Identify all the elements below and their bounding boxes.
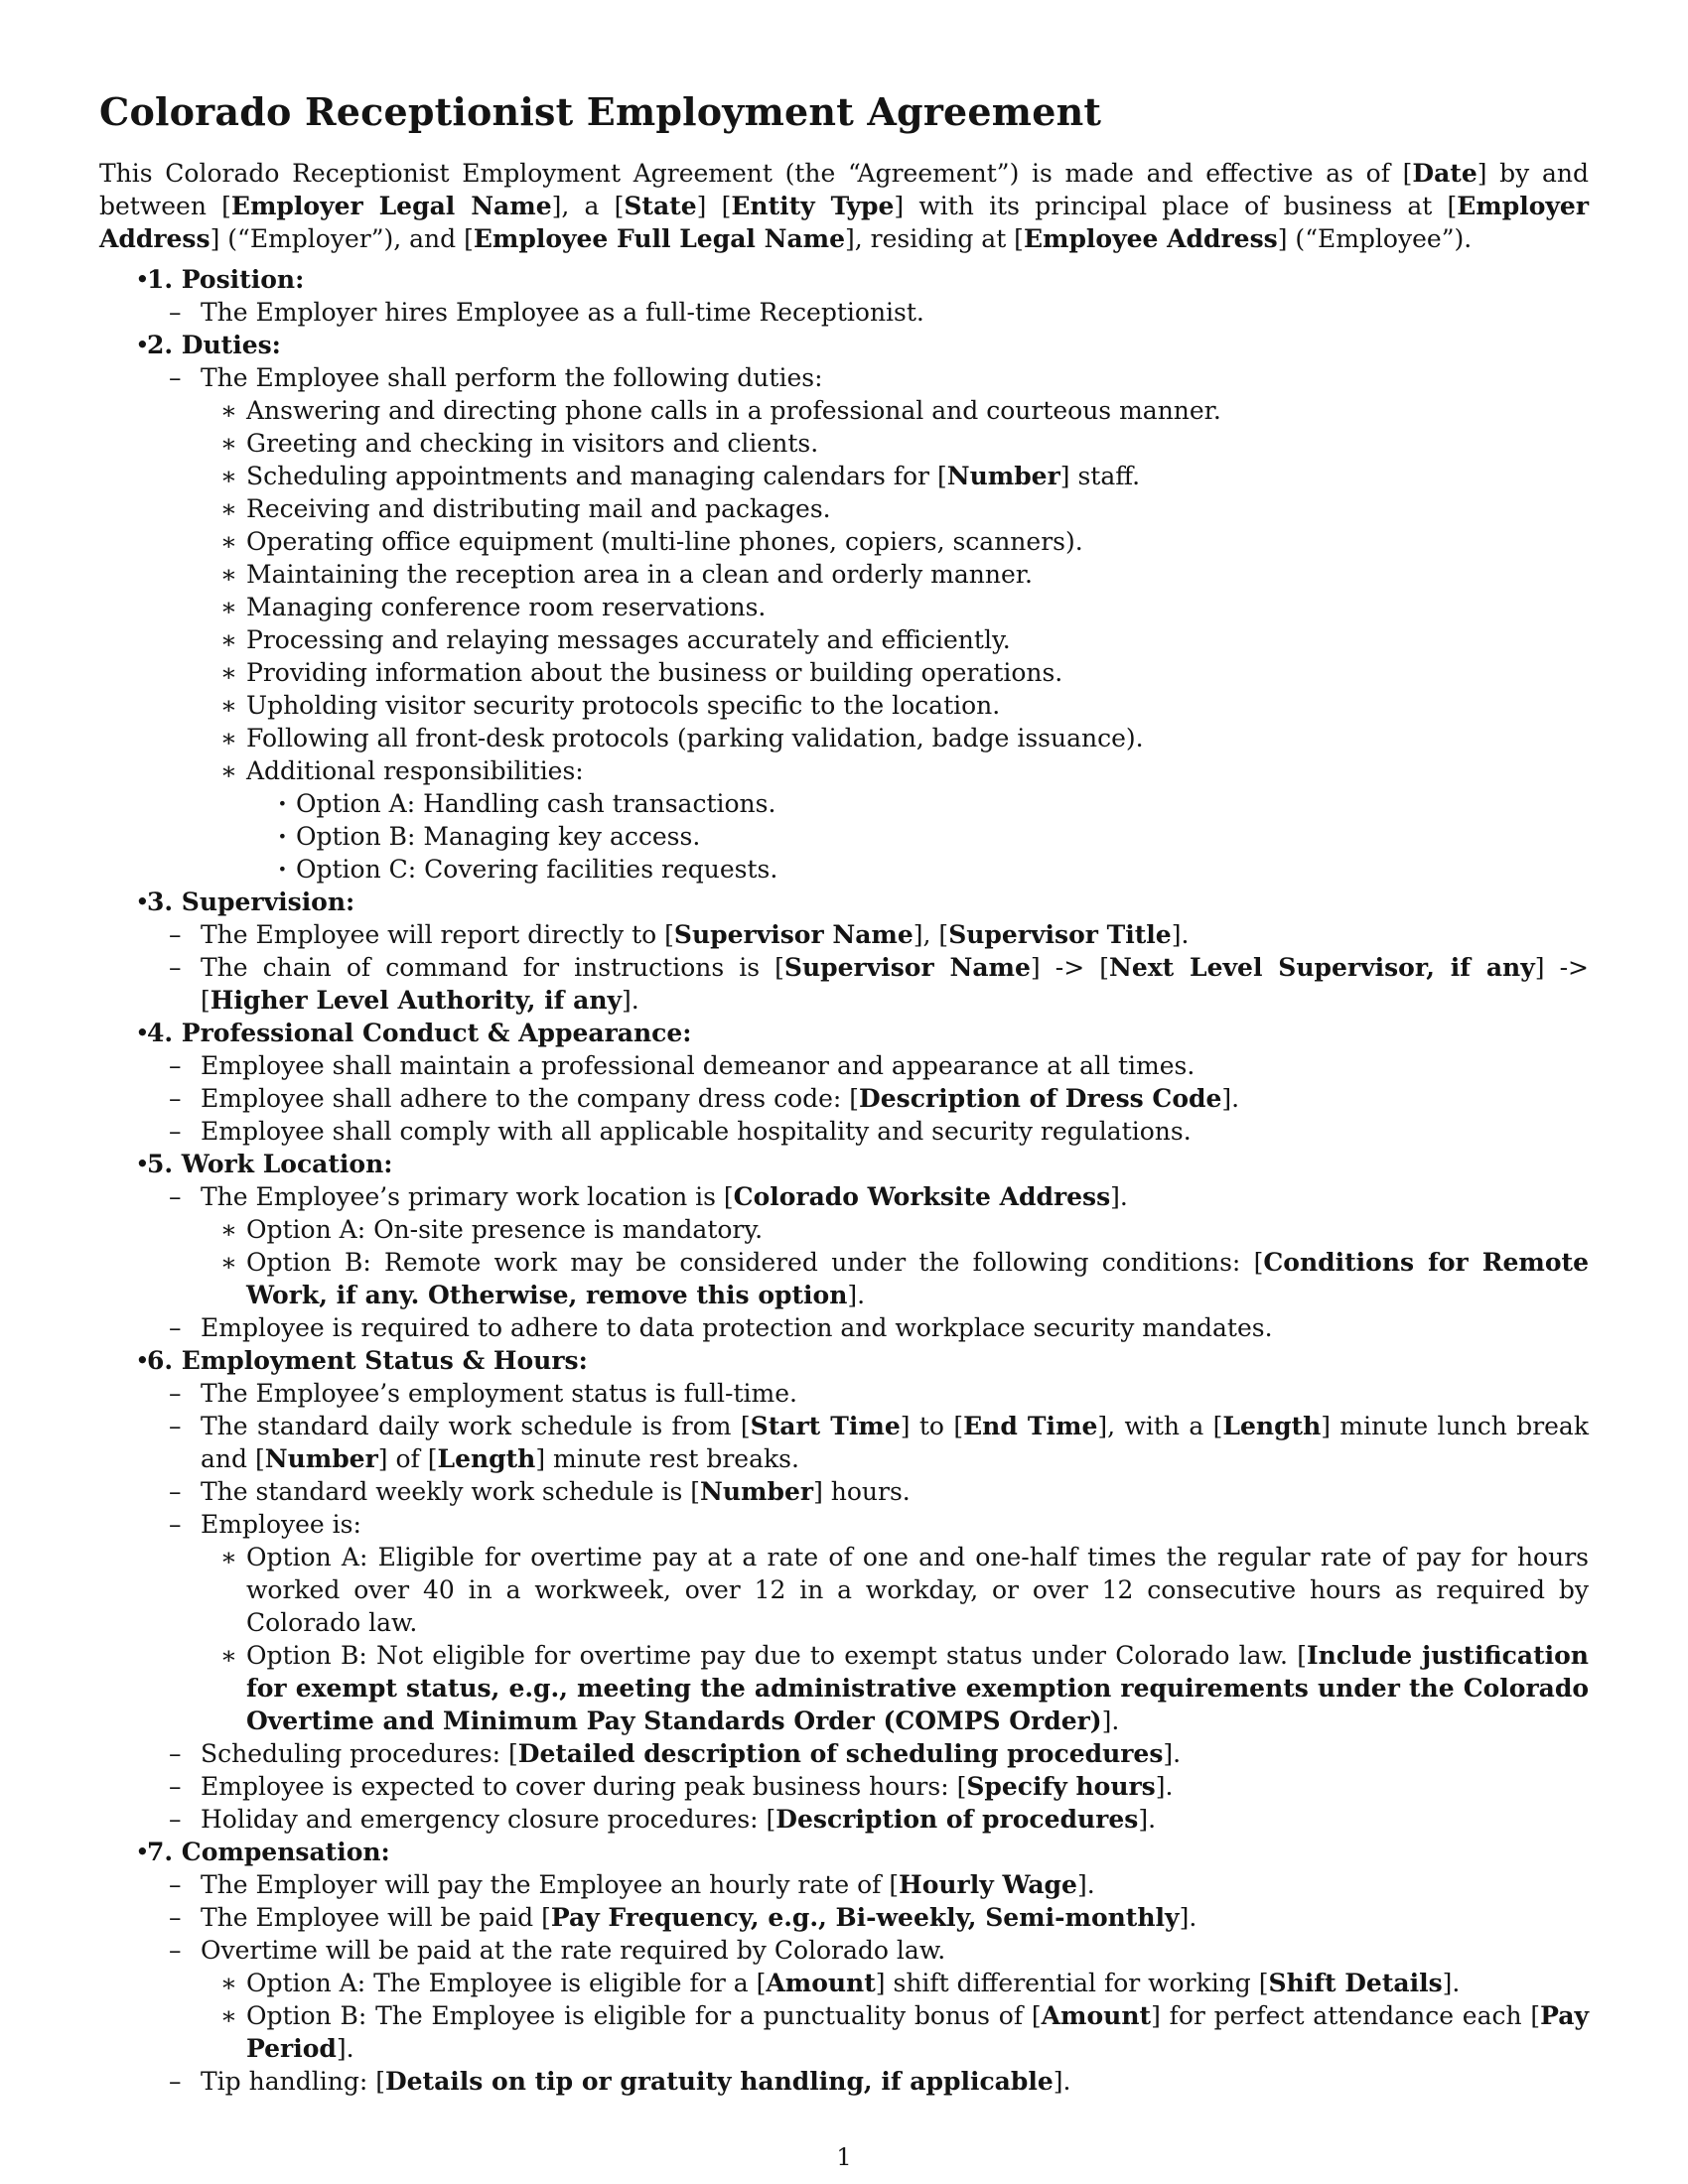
option-item: ∗ Option A: The Employee is eligible for a [Amount] shift differential for working [Shift Details]. [220, 1967, 1589, 1999]
placeholder-entity-type: Entity Type [731, 192, 895, 220]
list-item: – The chain of command for instructions is [Supervisor Name] -> [Next Level Supervisor, if any] -> [Higher Level Authority, if any]. [169, 951, 1589, 1017]
sections-list [99, 263, 1589, 2098]
option-item: ∗ Option B: The Employee is eligible for a punctuality bonus of [Amount] for perfect attendance each [Pay Period]. [220, 1999, 1589, 2065]
section-duties [99, 329, 1589, 886]
duty-item: ∗ Operating office equipment (multi-line phones, copiers, scanners). [220, 525, 1589, 558]
list-item: – The Employer will pay the Employee an hourly rate of [Hourly Wage]. [169, 1868, 1589, 1901]
section-title: 7. Compensation: [147, 1838, 390, 1866]
section-title: 4. Professional Conduct & Appearance: [147, 1019, 692, 1047]
list-item: – The Employee’s employment status is full-time. [169, 1377, 1589, 1410]
section-compensation [99, 1836, 1589, 2098]
section-title: 5. Work Location: [147, 1150, 393, 1178]
duty-item: ∗ Providing information about the business or building operations. [220, 656, 1589, 689]
section-employment-status [99, 1344, 1589, 1836]
duty-item: ∗ Upholding visitor security protocols specific to the location. [220, 689, 1589, 722]
list-item: – The Employee’s primary work location is [Colorado Worksite Address]. ∗ Option A: On-site presence is mandatory. ∗ Option B: Remote work may be considered under the following conditions: [Conditions for Remote Work, if any. Otherwise, remove this option]. [169, 1180, 1589, 1311]
section-title: 6. Employment Status & Hours: [147, 1346, 588, 1375]
placeholder-employer-address: Employer Address [99, 192, 1590, 253]
intro-paragraph: This Colorado Receptionist Employment Agreement (the “Agreement”) is made and effective as of [Date] by and between [Employer Legal Name], a [State] [Entity Type] with its principal place of business at [Employer Address] (“Employer”), and [Employee Full Legal Name], residing at [Employee Address] (“Employee”). [99, 159, 1590, 253]
duty-item: ∗ Maintaining the reception area in a clean and orderly manner. [220, 558, 1589, 591]
list-item: – The Employee will report directly to [Supervisor Name], [Supervisor Title]. [169, 918, 1589, 951]
section-supervision [99, 886, 1589, 1017]
section-conduct [99, 1017, 1589, 1148]
list-item: – Overtime will be paid at the rate required by Colorado law. ∗ Option A: The Employee is eligible for a [Amount] shift differential for working [Shift Details]. ∗ Option B: The Employee is eligible for a punctuality bonus of [Amount] for perfect attendance each [Pay Period]. [169, 1934, 1589, 2065]
placeholder-date: Date [1412, 159, 1477, 188]
placeholder-employee-address: Employee Address [1023, 224, 1278, 253]
option-item: ∗ Option A: On-site presence is mandatory. [220, 1213, 1589, 1246]
list-item: – Employee shall maintain a professional demeanor and appearance at all times. [169, 1049, 1589, 1082]
duty-item: ∗ Processing and relaying messages accurately and efficiently. [220, 623, 1589, 656]
page-number: 1 [836, 2143, 852, 2171]
section-title: 1. Position: [147, 265, 305, 294]
placeholder-state: State [624, 192, 697, 220]
list-item: – Tip handling: [Details on tip or gratuity handling, if applicable]. [169, 2065, 1589, 2098]
duty-item: ∗ Scheduling appointments and managing calendars for [Number] staff. [220, 460, 1589, 492]
option-item: ∗ Option B: Not eligible for overtime pay due to exempt status under Colorado law. [Include justification for exempt status, e.g., meeting the administrative exemption requirements under the Colorado Overtime and Minimum Pay Standards Order (COMPS Order)]. [220, 1639, 1589, 1737]
placeholder-employer-name: Employer Legal Name [230, 192, 552, 220]
duty-item: ∗ Answering and directing phone calls in a professional and courteous manner. [220, 394, 1589, 427]
option-item: ∗ Option A: Eligible for overtime pay at a rate of one and one-half times the regular rate of pay for hours worked over 40 in a workweek, over 12 in a workday, or over 12 consecutive hours as required by Colorado law. [220, 1541, 1589, 1639]
option-item: ∗ Option B: Remote work may be considered under the following conditions: [Conditions for Remote Work, if any. Otherwise, remove this option]. [220, 1246, 1589, 1311]
list-item: – Scheduling procedures: [Detailed description of scheduling procedures]. [169, 1737, 1589, 1770]
list-item: – Employee shall comply with all applicable hospitality and security regulations. [169, 1115, 1589, 1148]
list-item: – Employee is: ∗ Option A: Eligible for overtime pay at a rate of one and one-half times the regular rate of pay for hours worked over 40 in a workweek, over 12 in a workday, or over 12 consecutive hours as required by Colorado law. ∗ Option B: Not eligible for overtime pay due to exempt status under Colorado law. [Include justification for exempt status, e.g., meeting the administrative exemption requirements under the Colorado Overtime and Minimum Pay Standards Order (COMPS Order)]. [169, 1508, 1589, 1737]
list-item: – Employee shall adhere to the company dress code: [Description of Dress Code]. [169, 1082, 1589, 1115]
list-item: – The Employee shall perform the following duties: ∗ Answering and directing phone calls in a professional and courteous manner. ∗ Greeting and checking in visitors and clients. ∗ Scheduling appointments and managing calendars for [Number] staff. ∗ Receiving and distributing mail and packages. ∗ Operating office equipment (multi-line phones, copiers, scanners). ∗ Maintaining the reception area in a clean and orderly manner. ∗ Managing conference room reservations. ∗ Processing and relaying messages accurately and efficiently. ∗ Providing information about the business or building operations. ∗ Upholding visitor security protocols specific to the location. ∗ Following all front-desk protocols (parking validation, badge issuance). ∗ Additional responsibilities: · Option A: Handling cash transactions. · Option B: Managing key access. · Option C: Covering facilities requests. [169, 361, 1589, 886]
section-title: 2. Duties: [147, 331, 281, 359]
list-item: – The standard daily work schedule is from [Start Time] to [End Time], with a [Length] minute lunch break and [Number] of [Length] minute rest breaks. [169, 1410, 1589, 1475]
duty-item: ∗ Following all front-desk protocols (parking validation, badge issuance). [220, 722, 1589, 754]
list-item: – Employee is required to adhere to data protection and workplace security mandates. [169, 1311, 1589, 1344]
duty-item: ∗ Greeting and checking in visitors and clients. [220, 427, 1589, 460]
duty-item: ∗ Receiving and distributing mail and packages. [220, 492, 1589, 525]
document-page [99, 87, 1589, 2098]
option-item: · Option C: Covering facilities requests. [268, 853, 1589, 886]
document-title: Colorado Receptionist Employment Agreement [99, 89, 1102, 134]
option-item: · Option A: Handling cash transactions. [268, 787, 1589, 820]
section-title: 3. Supervision: [147, 887, 355, 916]
section-position [99, 263, 1589, 329]
list-item: – The Employer hires Employee as a full-time Receptionist. [169, 296, 1589, 329]
duty-item: ∗ Additional responsibilities: · Option A: Handling cash transactions. · Option B: Managing key access. · Option C: Covering facilities requests. [220, 754, 1589, 886]
placeholder-employee-name: Employee Full Legal Name [473, 224, 846, 253]
option-item: · Option B: Managing key access. [268, 820, 1589, 853]
list-item: – Employee is expected to cover during peak business hours: [Specify hours]. [169, 1770, 1589, 1803]
section-work-location [99, 1148, 1589, 1344]
list-item: – The standard weekly work schedule is [Number] hours. [169, 1475, 1589, 1508]
list-item: – The Employee will be paid [Pay Frequency, e.g., Bi-weekly, Semi-monthly]. [169, 1901, 1589, 1934]
list-item: – Holiday and emergency closure procedures: [Description of procedures]. [169, 1803, 1589, 1836]
placeholder-number: Number [946, 462, 1060, 490]
duty-item: ∗ Managing conference room reservations. [220, 591, 1589, 623]
